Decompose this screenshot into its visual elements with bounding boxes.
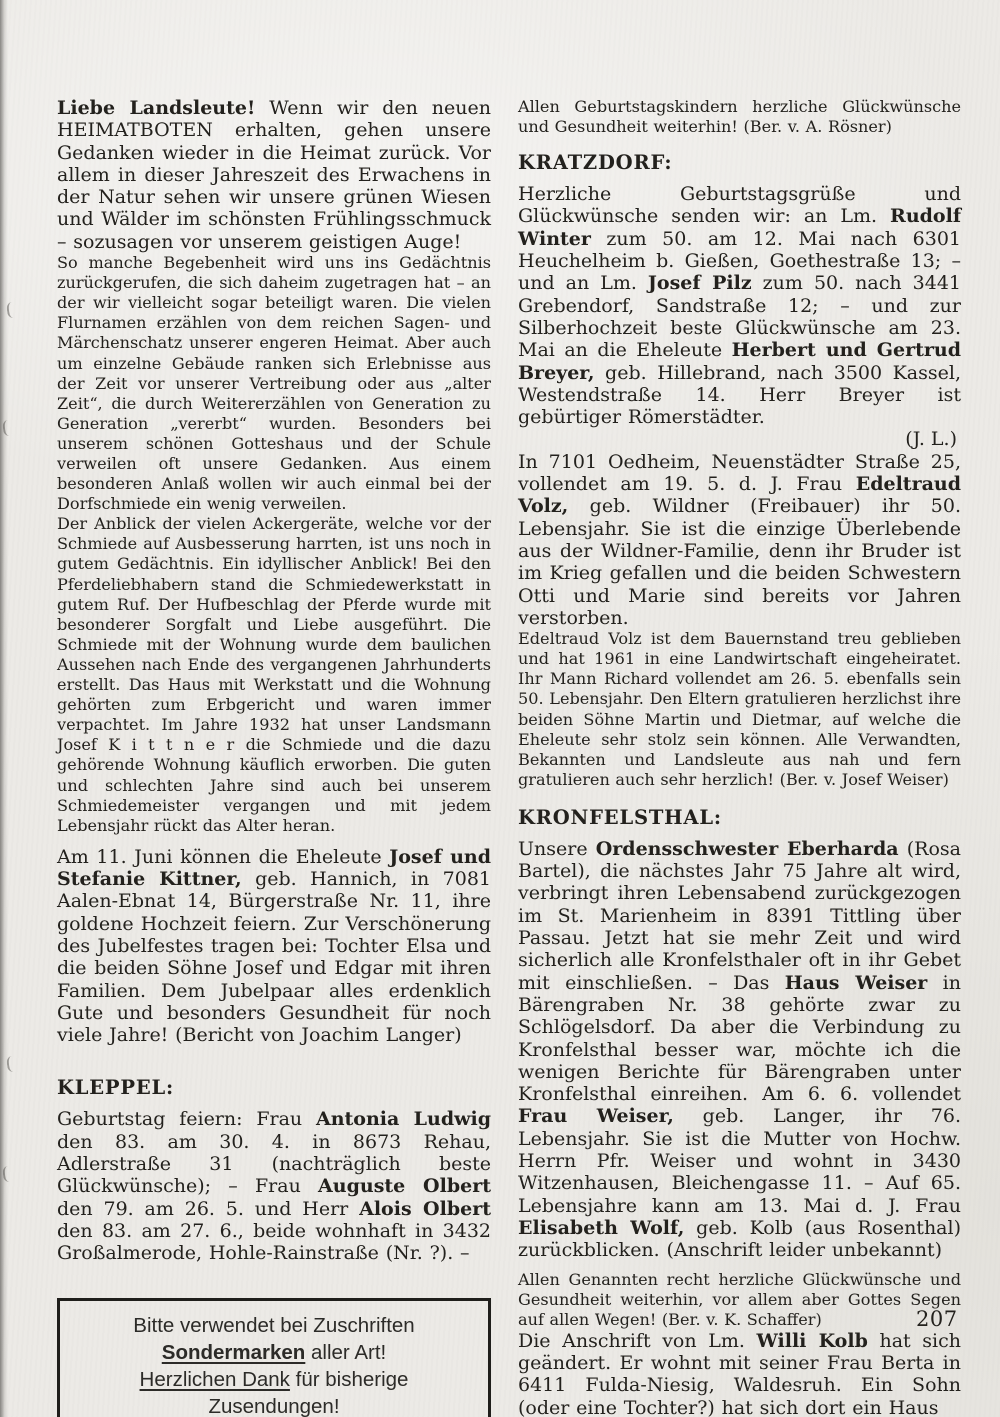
paragraph-liebe-landsleute: Liebe Landsleute! Wenn wir den neuen HEIMATBOTEN erhalten, gehen unsere Gedanken wieder in die Heimat zurück. Vor allem in dieser Jahreszeit des Erwachens in der Natur sehen wir unsere grünen Wiesen und Wälder im schönsten Frühlingsschmuck – sozusagen vor unserem geistigen Auge! bbox=[57, 97, 491, 253]
paragraph-heimat-memories: So manche Begebenheit wird uns ins Gedächtnis zurückgerufen, die sich daheim zugetragen hat – an der wir vielleicht sogar beteiligt waren. Die vielen Flurnamen erzählen von dem reichen Sagen- und Märchenschatz unserer engeren Heimat. Aber auch um einzelne Gebäude ranken sich Erlebnisse aus der Zeit vor unserer Vertreibung oder aus „alter Zeit“, die durch Weitererzählen von Generation zu Generation „vererbt“ wurden. Besonders bei unserem schönen Gotteshaus und der Schule verweilen oft unsere Gedanken. Aus einem besonderen Anlaß wollen wir auch einmal bei der Dorfschmiede ein wenig verweilen. bbox=[57, 253, 491, 514]
scan-margin-mark bbox=[2, 419, 15, 436]
paragraph-kittner-goldene-hochzeit: Am 11. Juni können die Eheleute Josef und Stefanie Kittner, geb. Hannich, in 7081 Aalen-Ebnat 14, Bürgerstraße Nr. 11, ihre goldene Hochzeit feiern. Zur Verschönerung des Jubelfestes tragen bei: Tochter Elsa und die beiden Söhne Josef und Edgar mit ihren Familien. Dem Jubelpaar alles erdenklich Gute und besonders Gesundheit für noch viele Jahre! (Bericht von Joachim Langer) bbox=[57, 845, 492, 1047]
notice-line: Sondermarken aller Art! bbox=[161, 1340, 387, 1364]
paragraph-edeltraud-volz: In 7101 Oedheim, Neuenstädter Straße 25, vollendet am 19. 5. d. J. Frau Edeltraud Volz, geb. Wildner (Freibauer) ihr 50. Lebensjahr. Sie ist die einzige Überlebende aus der Wildner-Familie, denn ihr Bruder ist im Krieg gefallen und die beiden Schwestern Otti und Marie sind bereits vor Jahren verstorben. bbox=[518, 450, 961, 629]
scan-margin-mark bbox=[2, 1165, 15, 1182]
paragraph-kratzdorf-greetings: Herzliche Geburtstagsgrüße und Glückwünsche senden wir: an Lm. Rudolf Winter zum 50. am 12. Mai nach 6301 Heuchelheim b. Gießen, Goethestraße 13; – und an Lm. Josef Pilz zum 50. nach 3441 Grebendorf, Sandstraße 12; – und zur Silberhochzeit beste Glückwünsche am 23. Mai an die Eheleute Herbert und Gertrud Breyer, geb. Hillebrand, nach 3500 Kassel, Westendstraße 14. Herr Breyer ist gebürtiger Römerstädter. bbox=[518, 183, 961, 429]
notice-line: Herzlichen Dank für bisherige bbox=[139, 1367, 409, 1391]
author-initials: (J. L.) bbox=[905, 428, 957, 451]
scan-margin-mark bbox=[6, 301, 19, 318]
section-heading-kleppel: KLEPPEL: bbox=[57, 1076, 175, 1100]
paragraph-dorfschmiede: Der Anblick der vielen Ackergeräte, welche vor der Schmiede auf Ausbesserung harrten, ist uns noch in gutem Gedächtnis. Ein idyllischer Anblick! Bei den Pferdeliebhabern stand die Schmiedewerkstatt in gutem Ruf. Der Hufbeschlag der Pferde wurde mit besonderer Sorgfalt und Liebe ausgeführt. Die Schmiede mit der Wohnung wurde dem baulichen Aussehen nach Ende des vergangenen Jahrhunderts erstellt. Das Haus mit Werkstatt und die Wohnung gehörten zum Erbgericht und waren immer verpachtet. Im Jahre 1932 hat unser Landsmann Josef K i t t n e r die Schmiede und die dazu gehörende Wohnung käuflich erworben. Die guten und schlechten Jahre sind auch bei unserem Schmiedemeister vergangen und mit jedem Lebensjahr rückt das Alter heran. bbox=[57, 514, 491, 835]
right-column bbox=[518, 97, 961, 1417]
paragraph-volz-family: Edeltraud Volz ist dem Bauernstand treu geblieben und hat 1961 in eine Landwirtschaft eingeheiratet. Ihr Mann Richard vollendet am 26. 5. ebenfalls sein 50. Lebensjahr. Den Eltern gratulieren herzlichst ihre beiden Söhne Martin und Dietmar, auf welche die Eheleute sehr stolz sein können. Alle Verwandten, Bekannten und Landsleute aus nah und fern gratulieren auch sehr herzlich! (Ber. v. Josef Weiser) bbox=[518, 629, 961, 789]
scan-left-edge bbox=[0, 0, 8, 1417]
paragraph-schaffer-wishes: Allen Genannten recht herzliche Glückwünsche und Gesundheit weiterhin, vor allem aber Gottes Segen auf allen Wegen! (Ber. v. K. Schaffer) bbox=[518, 1269, 961, 1329]
paragraph-kleppel-birthdays: Geburtstag feiern: Frau Antonia Ludwig den 83. am 30. 4. in 8673 Rehau, Adlerstraße 31 (nachträglich beste Glückwünsche); – Frau Auguste Olbert den 79. am 26. 5. und Herr Alois Olbert den 83. am 27. 6., beide wohnhaft in 3432 Großalmerode, Hohle-Rainstraße (Nr. ?). – bbox=[57, 1108, 491, 1265]
section-heading-kratzdorf: KRATZDORF: bbox=[518, 151, 673, 175]
sondermarken-notice-box bbox=[57, 1298, 491, 1417]
section-heading-kronfelsthal: KRONFELSTHAL: bbox=[518, 805, 722, 829]
page-number: 207 bbox=[916, 1307, 958, 1331]
paragraph-kronfelsthal-news: Unsere Ordensschwester Eberharda (Rosa Bartel), die nächstes Jahr 75 Jahre alt wird, verbringt ihren Lebensabend zurückgezogen im St. Marienheim in 8391 Tittling über Passau. Jetzt hat sie mehr Zeit und wird sicherlich alle Kronfelsthaler oft in ihr Gebet mit einschließen. – Das Haus Weiser in Bärengraben Nr. 38 gehörte zwar zu Schlögelsdorf. Da aber die Verbindung zu Kronfelsthal besser war, möchte ich die wenigen Berichte für Bärengraben unter Kronfelsthal einreihen. Am 6. 6. vollendet Frau Weiser, geb. Langer, ihr 76. Lebensjahr. Sie ist die Mutter von Hochw. Herrn Pfr. Weiser und wohnt in 3430 Witzenhausen, Bleichengasse 11. – Auf 65. Lebensjahre kann am 13. Mai d. J. Frau Elisabeth Wolf, geb. Kolb (aus Rosenthal) zurückblicken. (Anschrift leider unbekannt) bbox=[518, 837, 961, 1262]
scan-margin-mark bbox=[6, 1055, 19, 1072]
left-column bbox=[57, 97, 491, 1417]
notice-line: Zusendungen! bbox=[208, 1394, 340, 1417]
notice-line: Bitte verwendet bei Zuschriften bbox=[133, 1313, 415, 1337]
paragraph-willi-kolb-address: Die Anschrift von Lm. Willi Kolb hat sich geändert. Er wohnt mit seiner Frau Berta in 6411 Fulda-Niesig, Waldesruh. Ein Sohn (oder eine Tochter?) hat sich dort ein Haus bbox=[518, 1329, 961, 1417]
paragraph-roesner-note: Allen Geburtstagskindern herzliche Glückwünsche und Gesundheit weiterhin! (Ber. v. A. Rösner) bbox=[518, 97, 961, 137]
